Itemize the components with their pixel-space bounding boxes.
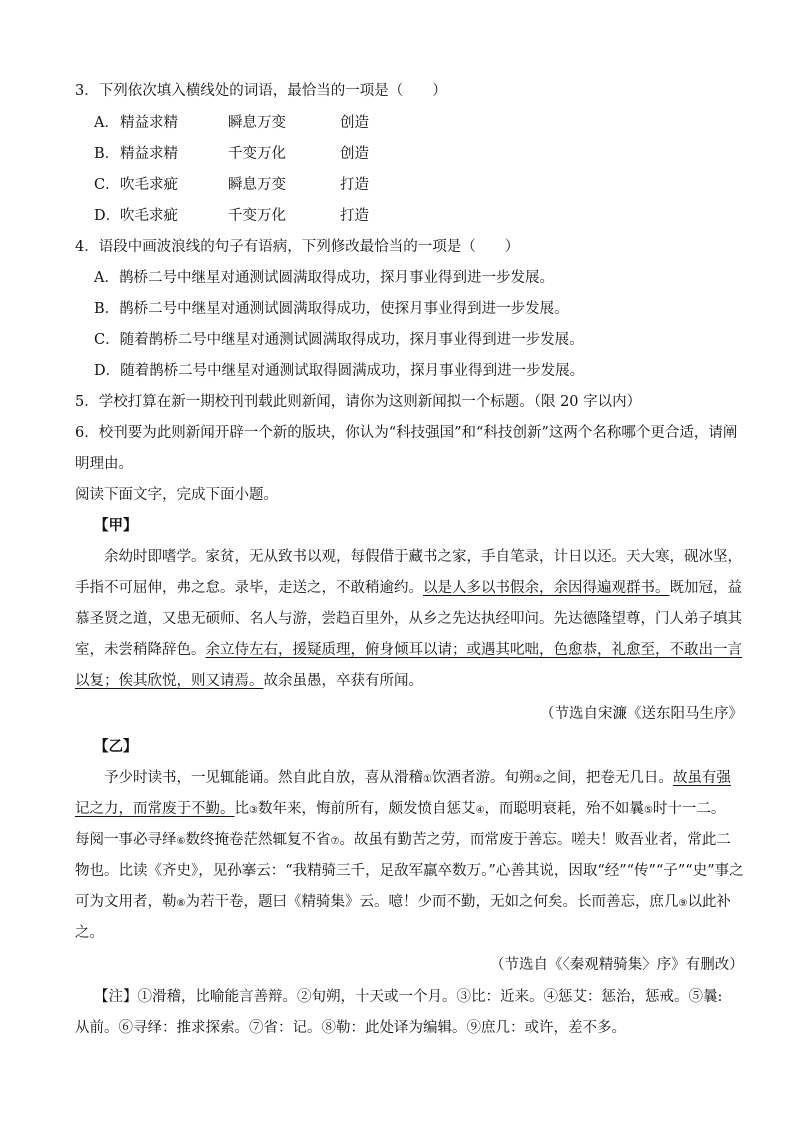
- passage-text: ，而聪明衰耗，殆不如曩: [484, 801, 644, 817]
- passage-yi-line: [75, 892, 731, 914]
- passage-yi-label: 【乙】: [94, 738, 138, 755]
- q4-stem: 4．语段中画波浪线的句子有语病，下列修改最恰当的一项是（ ）: [75, 239, 520, 255]
- option-letter: D．: [94, 208, 121, 224]
- underlined-sentence: 记之力，而常废于不勤。: [75, 801, 235, 817]
- option-word-3: 创造: [340, 115, 369, 131]
- note-marker: ①: [423, 774, 432, 785]
- note-marker: ③: [249, 805, 258, 816]
- passage-text: 数年来，悔前所有，颇发愤自惩艾: [257, 801, 476, 817]
- passage-text: 每阅一事必寻绎: [75, 832, 177, 848]
- passage-yi-line: 物也。比读《齐史》，见孙搴云：“我精骑三千，足敌军羸卒数万。”心善其说，因取“经”“传”“子”“史”事之: [75, 863, 744, 879]
- passage-yi-line: 之。: [75, 925, 104, 941]
- option-word-3: 打造: [340, 208, 369, 224]
- passage-jia-line: 慕圣贤之道，又患无硕师、名人与游，尝趋百里外，从乡之先达执经叩问。先达德隆望尊，门人弟子填其: [75, 611, 742, 627]
- q5-stem: 5．学校打算在新一期校刊刊载此则新闻，请你为这则新闻拟一个标题。（限 20 字以内）: [75, 394, 642, 410]
- option-word-1: 吹毛求疵: [120, 177, 178, 193]
- option-word-2: 瞬息万变: [228, 177, 286, 193]
- annotation-line-2: 从前。⑥寻绎：推求探索。⑦省：记。⑧勒：此处译为编辑。⑨庶几：或许，差不多。: [75, 1020, 626, 1036]
- q4-option-b[interactable]: B．鹊桥二号中继星对通测试圆满取得成功，使探月事业得到进一步发展。: [94, 301, 569, 317]
- option-word-2: 瞬息万变: [228, 115, 286, 131]
- passage-text: 之间，把卷无几日。: [542, 770, 673, 786]
- passage-text: 手指不可屈伸，弗之怠。录毕，走送之，不敢稍逾约。: [75, 580, 423, 596]
- q3-stem: 3．下列依次填入横线处的词语，最恰当的一项是（ ）: [75, 83, 447, 99]
- passage-text: 以此补: [687, 894, 731, 910]
- option-word-2: 千变万化: [228, 146, 286, 162]
- option-word-1: 精益求精: [120, 115, 178, 131]
- annotation-line-1: 【注】①滑稽，比喻能言善辩。②旬朔，十天或一个月。③比：近来。④惩艾：惩治，惩戒。⑤曩:: [94, 989, 723, 1005]
- option-letter: B．: [94, 146, 120, 162]
- passage-yi-source: （节选自《〈秦观精骑集〉序》有删改）: [490, 957, 744, 973]
- reading-intro: 阅读下面文字，完成下面小题。: [75, 487, 278, 503]
- passage-yi-line: [75, 830, 731, 852]
- option-word-3: 创造: [340, 146, 369, 162]
- note-marker: ⑦: [330, 836, 340, 847]
- passage-jia-line: [75, 640, 742, 660]
- passage-text: 为若干卷，题曰《精骑集》云。噫！少而不勤，无如之何矣。长而善忘，庶几: [185, 894, 679, 910]
- q4-option-d[interactable]: D．随着鹊桥二号中继星对通测试取得圆满成功，探月事业得到进一步发展。: [94, 363, 585, 379]
- passage-text: 室，未尝稍降辞色。: [75, 642, 206, 658]
- underlined-sentence: 以复；俟其欣悦，则又请焉。: [75, 673, 264, 689]
- underlined-sentence: 以是人多以书假余，余因得遍观群书。: [423, 580, 670, 596]
- note-marker: ⑤: [643, 805, 653, 816]
- passage-text: 数终掩卷茫然辄复不省: [185, 832, 331, 848]
- passage-text: 予少时读书，一见辄能诵。然自此自放，喜从滑稽: [104, 770, 423, 786]
- note-marker: ⑧: [176, 898, 186, 909]
- option-word-2: 千变万化: [228, 208, 286, 224]
- q6-stem-line-2: 明理由。: [75, 456, 133, 472]
- q6-stem-line-1: 6．校刊要为此则新闻开辟一个新的版块，你认为“科技强国”和“科技创新”这两个名称哪个更合适，请阐: [75, 425, 738, 441]
- passage-text: 既加冠，益: [669, 580, 742, 596]
- passage-text: 饮酒者游。旬朔: [431, 770, 534, 786]
- passage-text: 比: [234, 801, 249, 817]
- passage-yi-line: [104, 768, 731, 790]
- passage-jia-line: 余幼时即嗜学。家贫，无从致书以观，每假借于藏书之家，手自笔录，计日以还。天大寒，砚冰坚，: [104, 549, 742, 565]
- underlined-sentence: 余立侍左右，援疑质理，俯身倾耳以请；或遇其叱咄，色愈恭，礼愈至，不敢出一言: [205, 642, 742, 658]
- passage-jia-label: 【甲】: [94, 517, 138, 534]
- option-word-1: 精益求精: [120, 146, 178, 162]
- passage-text: 。故虽有勤苦之劳，而常废于善忘。嗟夫！败吾业者，常此二: [339, 832, 731, 848]
- passage-jia-source: （节选自宋濂《送东阳马生序》: [540, 706, 743, 722]
- option-letter: A．: [94, 115, 119, 131]
- q4-option-a[interactable]: A．鹊桥二号中继星对通测试圆满取得成功，探月事业得到进一步发展。: [94, 270, 554, 286]
- passage-jia-line: [75, 578, 742, 598]
- note-marker: ②: [533, 774, 543, 785]
- q4-option-c[interactable]: C．随着鹊桥二号中继星对通测试圆满取得成功，探月事业得到进一步发展。: [94, 332, 584, 348]
- passage-jia-line: [75, 671, 423, 691]
- option-word-3: 打造: [340, 177, 369, 193]
- note-marker: ⑨: [678, 898, 688, 909]
- option-word-1: 吹毛求疵: [120, 208, 178, 224]
- option-letter: C．: [94, 177, 120, 193]
- note-marker: ④: [475, 805, 485, 816]
- passage-text: 可为文用者，勒: [75, 894, 177, 910]
- passage-text: 时十一二。: [652, 801, 726, 817]
- underlined-sentence: 故虽有强: [672, 770, 731, 786]
- passage-yi-line: [75, 799, 725, 821]
- passage-text: 故余虽愚，卒获有所闻。: [263, 673, 423, 689]
- note-marker: ⑥: [176, 836, 186, 847]
